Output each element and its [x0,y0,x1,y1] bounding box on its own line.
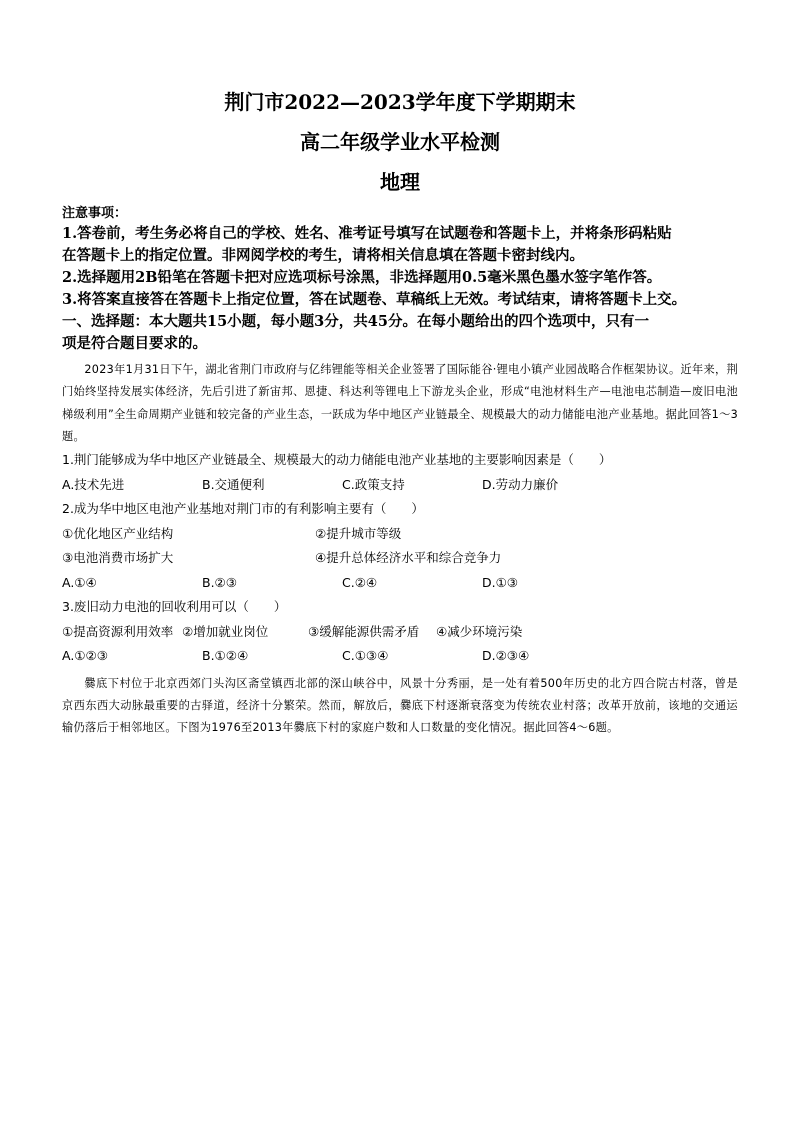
statement-3: ③电池消费市场扩大 [62,550,174,566]
option-c: C.①③④ [342,648,389,664]
exam-subtitle: 高二年级学业水平检测 [300,130,500,154]
statement-row [62,522,738,547]
notice-heading: 注意事项： [62,206,128,221]
notice-item: 1.答卷前，考生务必将自己的学校、姓名、准考证号填写在试题卷和答题卡上，并将条形码粘贴 [62,225,672,242]
option-d: D.①③ [482,574,519,590]
statement-row [62,546,738,571]
option-b: B.交通便利 [202,476,265,492]
option-c: C.②④ [342,574,378,590]
notice-list [62,223,738,311]
notice-item: 3.将答案直接答在答题卡上指定位置，答在试题卷、草稿纸上无效。考试结束，请将答题卡上交。 [62,291,687,308]
exam-subject: 地理 [380,170,420,194]
option-a: A.①②③ [62,648,108,664]
notice-item: 在答题卡上的指定位置。非网阅学校的考生，请将相关信息填在答题卡密封线内。 [62,247,584,264]
answer-options [62,473,738,498]
statement-4: ④减少环境污染 [436,623,523,639]
section-instructions [62,311,738,355]
exam-title: 荆门市2022—2023学年度下学期期末 [224,90,576,114]
question-stem: 3.废旧动力电池的回收利用可以（ ） [62,599,287,615]
statement-2: ②提升城市等级 [315,525,402,541]
option-b: B.①②④ [202,648,249,664]
answer-options [62,644,738,669]
option-b: B.②③ [202,574,237,590]
option-c: C.政策支持 [342,476,405,492]
reading-passage-2: 爨底下村位于北京西郊门头沟区斋堂镇西北部的深山峡谷中，风景十分秀丽，是一处有着500年历史的北方四合院古村落，曾是京西东西大动脉最重要的古驿道，经济十分繁荣。然而，解放后，爨底下村逐渐衰落变为传统农业村落；改革开放前，该地的交通运输仍落后于相邻地区。下图为1976至2013年爨底下村的家庭户数和人口数量的变化情况。据此回答4～6题。 [62,676,738,735]
option-d: D.②③④ [482,648,530,664]
statement-2: ②增加就业岗位 [182,623,269,639]
question-1 [62,448,738,497]
option-d: D.劳动力廉价 [482,476,559,492]
section-heading-line: 项是符合题目要求的。 [62,335,207,352]
statement-1: ①优化地区产业结构 [62,525,174,541]
statement-4: ④提升总体经济水平和综合竞争力 [315,550,502,566]
question-2 [62,497,738,595]
question-3 [62,595,738,669]
statement-row [62,620,738,645]
exam-page [62,92,738,740]
notice-item: 2.选择题用2B铅笔在答题卡把对应选项标号涂黑，非选择题用0.5毫米黑色墨水签字笔作答。 [62,269,662,286]
answer-options [62,571,738,596]
section-heading-line: 一、选择题：本大题共15小题，每小题3分，共45分。在每小题给出的四个选项中，只有一 [62,313,649,330]
option-a: A.①④ [62,574,97,590]
option-a: A.技术先进 [62,476,125,492]
statement-3: ③缓解能源供需矛盾 [308,623,420,639]
statement-1: ①提高资源利用效率 [62,623,174,639]
question-stem: 1.荆门能够成为华中地区产业链最全、规模最大的动力储能电池产业基地的主要影响因素是（ ） [62,452,612,468]
reading-passage-1: 2023年1月31日下午，湖北省荆门市政府与亿纬锂能等相关企业签署了国际能谷·锂电小镇产业园战略合作框架协议。近年来，荆门始终坚持发展实体经济，先后引进了新宙邦、恩捷、科达利等锂电上下游龙头企业，形成“电池材料生产—电池电芯制造—废旧电池梯级利用”全生命周期产业链和较完备的产业生态，一跃成为华中地区产业链最全、规模最大的动力储能电池产业基地。据此回答1～3题。 [62,363,738,443]
question-stem: 2.成为华中地区电池产业基地对荆门市的有利影响主要有（ ） [62,501,424,517]
